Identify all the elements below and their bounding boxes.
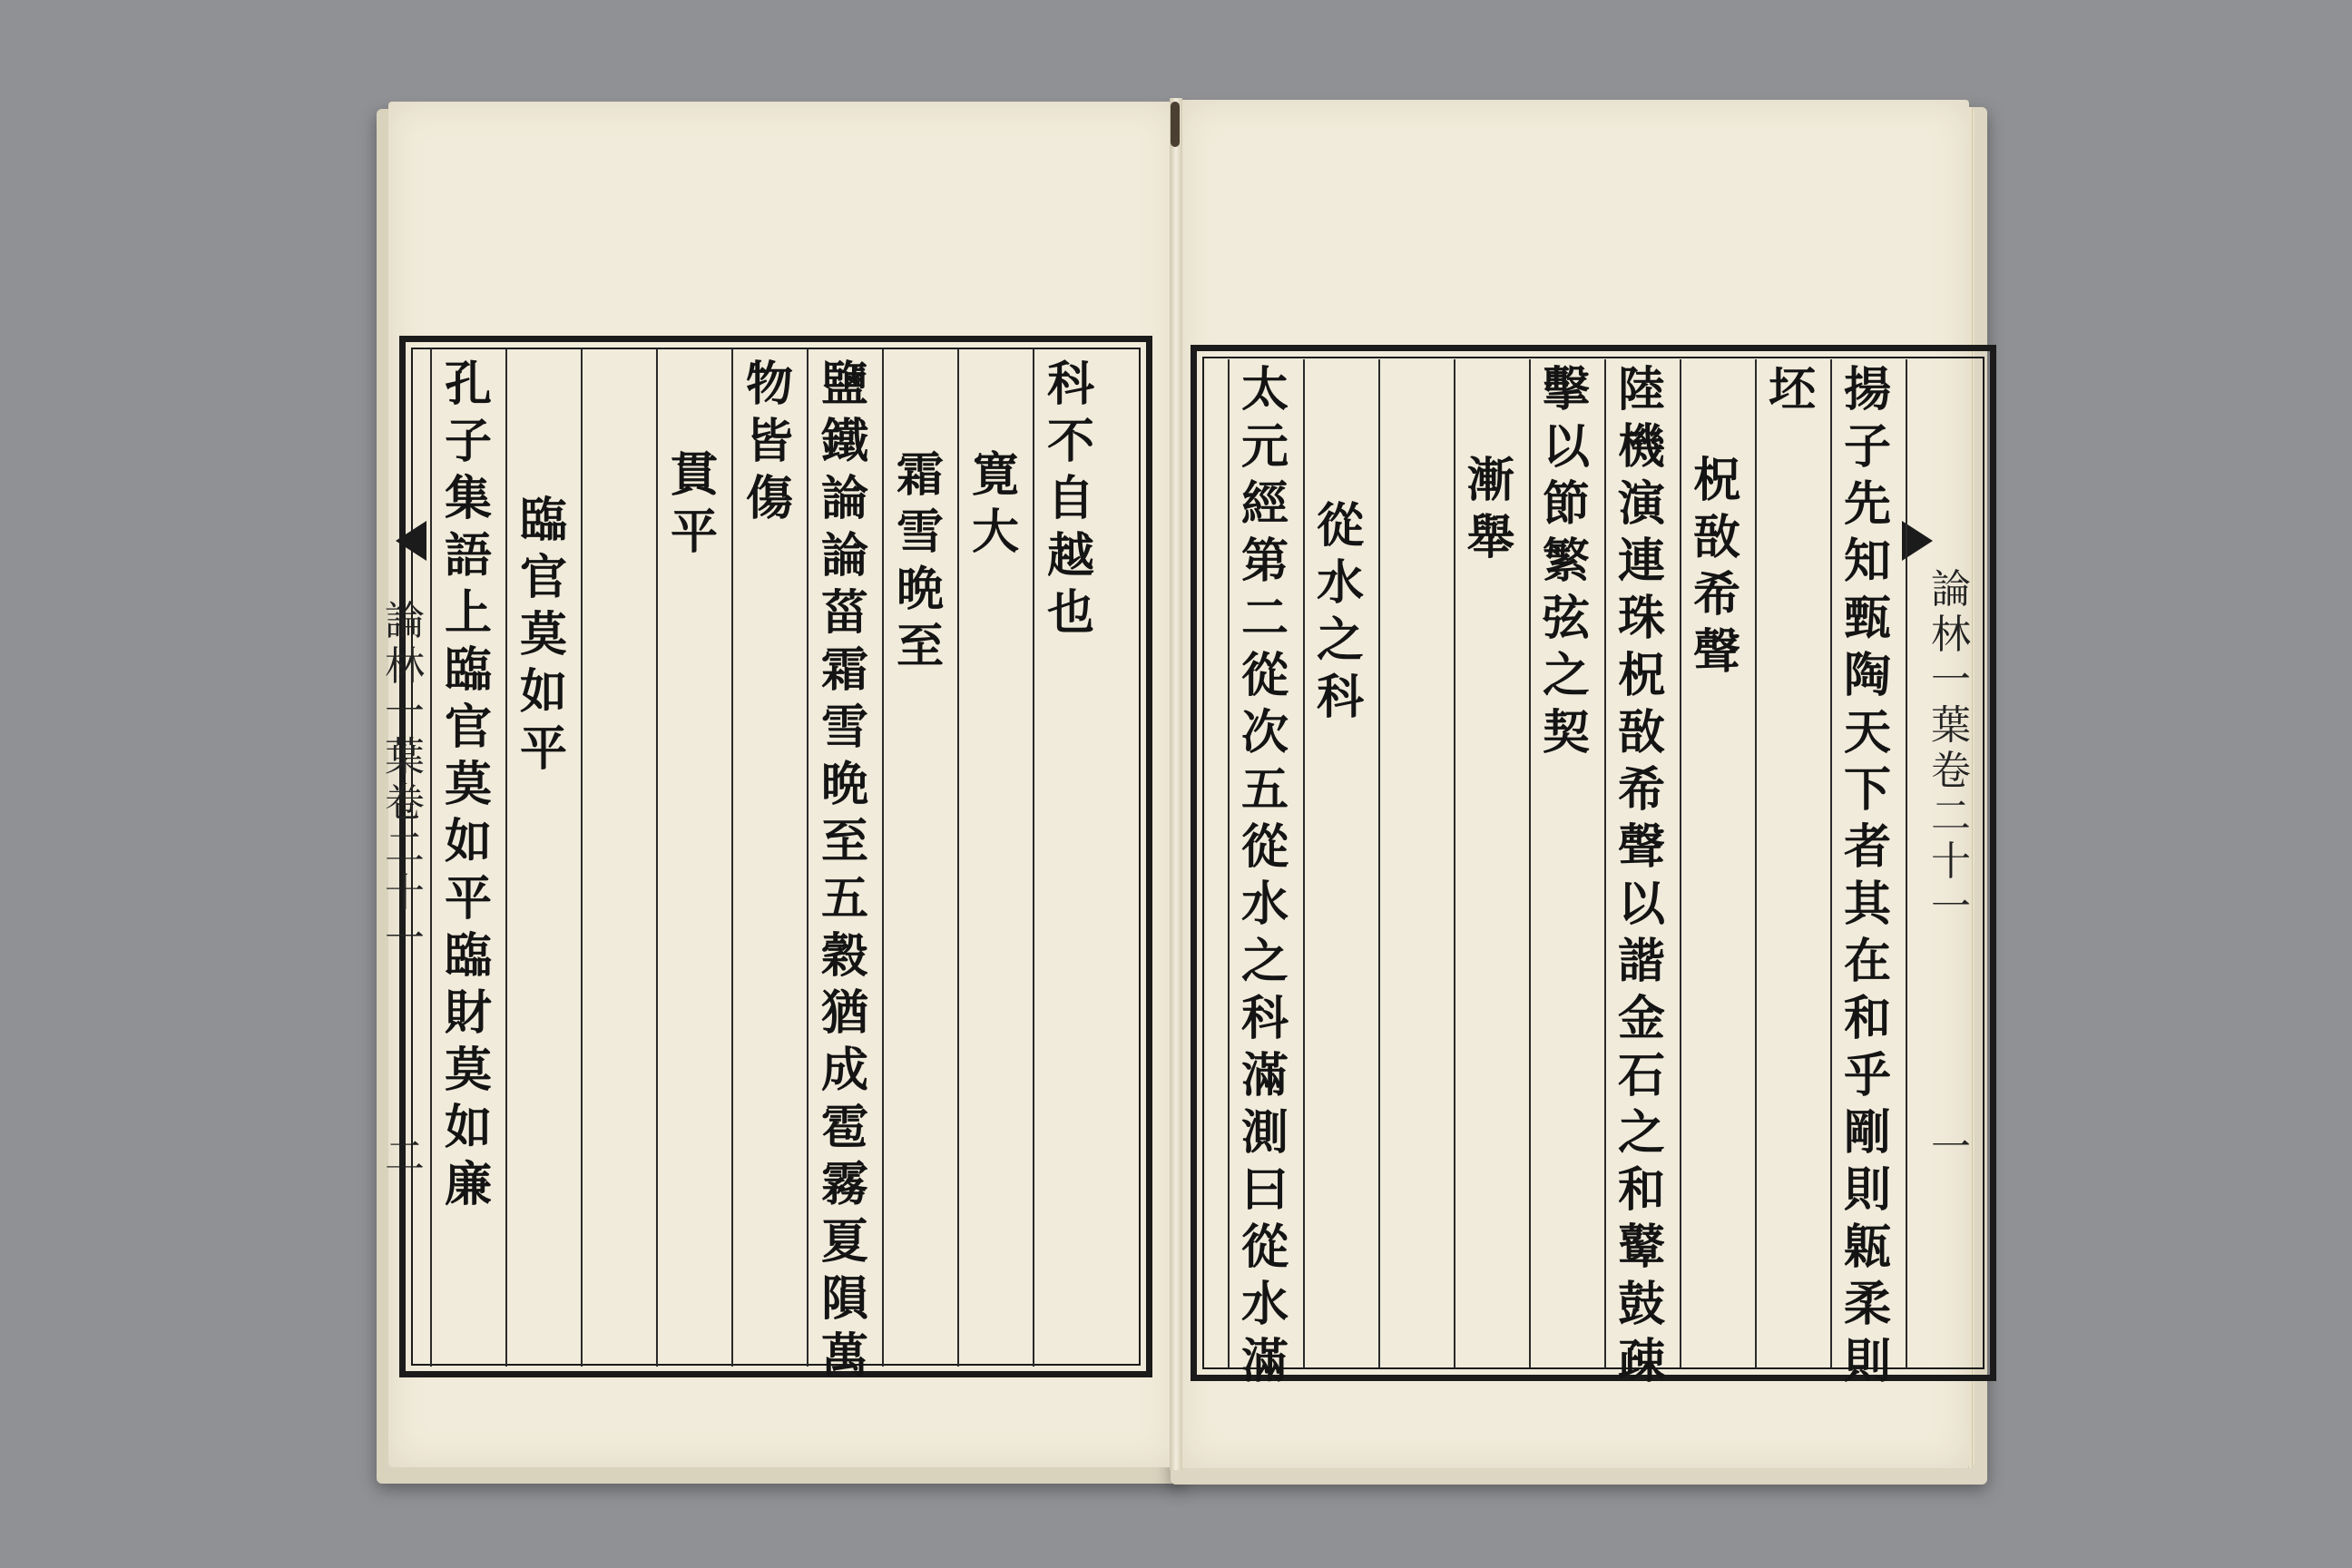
right-column: [1464, 452, 1518, 566]
right-column-char: 擊: [1542, 362, 1590, 417]
right-column-char: 甈: [1843, 1220, 1891, 1275]
right-column-char: 演: [1617, 476, 1665, 532]
left-column-char: 皆: [745, 414, 793, 469]
left-column-char: 夏: [820, 1214, 868, 1269]
column-rule: [1604, 359, 1606, 1368]
left-column-char: 晩: [820, 757, 868, 812]
left-column-char: 論: [820, 528, 868, 583]
left-column: [742, 356, 797, 527]
column-rule: [1529, 359, 1531, 1368]
left-column-char: 財: [444, 985, 492, 1041]
right-column-char: 鼓: [1617, 1277, 1665, 1332]
right-column-char: 天: [1843, 705, 1891, 760]
right-banxin: [1931, 567, 1971, 930]
right-column-char: 敔: [1617, 705, 1665, 760]
column-rule: [1228, 359, 1230, 1368]
column-rule: [807, 348, 808, 1367]
left-column-char: 穀: [820, 928, 868, 984]
right-column-char: 剛: [1843, 1105, 1891, 1161]
left-folio-char: 二: [385, 1133, 425, 1180]
left-column-char: 平: [670, 505, 718, 560]
left-column-char: 子: [444, 414, 492, 469]
left-banxin-char: 一: [385, 916, 425, 962]
right-column-char: 知: [1843, 534, 1891, 589]
left-column: [516, 492, 571, 778]
right-column-char: 水: [1240, 1277, 1289, 1332]
right-column-char: 節: [1542, 476, 1590, 532]
left-column-char: 不: [1046, 414, 1094, 469]
right-column-char: 希: [1692, 567, 1740, 622]
right-column-char: 疎: [1617, 1334, 1665, 1389]
right-column-char: 之: [1617, 1105, 1665, 1161]
left-banxin-char: 十: [385, 870, 425, 916]
left-column-char: 菑: [820, 585, 868, 641]
column-rule: [505, 348, 507, 1367]
right-column-char: 坯: [1768, 362, 1816, 417]
left-column: [968, 446, 1023, 561]
left-column-char: 隕: [820, 1271, 868, 1327]
left-column-char: 雹: [820, 1100, 868, 1155]
left-column-char: 傷: [745, 471, 793, 526]
right-column-char: 金: [1617, 991, 1665, 1046]
left-column-char: 臨: [444, 928, 492, 984]
left-column-char: 廉: [444, 1157, 492, 1212]
right-column-char: 次: [1240, 705, 1289, 760]
column-rule: [1378, 359, 1380, 1368]
left-column-char: 雪: [820, 700, 868, 755]
right-column-char: 陸: [1617, 362, 1665, 417]
left-column-char: 猶: [820, 985, 868, 1041]
left-banxin-char: 二: [385, 825, 425, 871]
column-rule: [731, 348, 733, 1367]
right-banxin-char: 二: [1931, 793, 1971, 839]
right-column-char: 柷: [1692, 453, 1740, 508]
right-column-char: 下: [1843, 762, 1891, 818]
right-column-char: 之: [1240, 934, 1289, 989]
right-column-char: 其: [1843, 877, 1891, 932]
left-column: [667, 446, 721, 561]
left-column-char: 至: [820, 814, 868, 869]
right-column-char: 和: [1843, 991, 1891, 1046]
right-column-char: 和: [1617, 1162, 1665, 1218]
right-column-char: 二: [1240, 591, 1289, 646]
right-column-char: 柔: [1843, 1277, 1891, 1332]
right-banxin-char: 林: [1931, 612, 1971, 658]
right-banxin-char: 一: [1931, 884, 1971, 930]
left-column-char: 孔: [444, 357, 492, 412]
left-column-char: 莫: [444, 757, 492, 812]
left-column-char: 臨: [444, 642, 492, 698]
left-column-char: 如: [519, 664, 567, 720]
right-column-char: 鼙: [1617, 1220, 1665, 1275]
left-banxin-char: 林: [385, 643, 425, 690]
left-column-char: 集: [444, 471, 492, 526]
right-column-char: 以: [1542, 419, 1590, 475]
left-column-char: 平: [519, 721, 567, 777]
right-column: [1238, 361, 1292, 1390]
right-column-char: 舉: [1466, 510, 1514, 565]
right-column-char: 測: [1240, 1105, 1289, 1161]
spine: [1170, 98, 1182, 1470]
left-banxin: [385, 599, 425, 962]
right-folio-char: 一: [1931, 1124, 1971, 1171]
left-column-char: 平: [444, 871, 492, 926]
right-column-char: 五: [1240, 762, 1289, 818]
right-banxin-char: 葉: [1931, 702, 1971, 749]
right-column-char: 陶: [1843, 648, 1891, 703]
column-rule: [1830, 359, 1832, 1368]
right-column-char: 經: [1240, 476, 1289, 532]
right-column-char: 從: [1240, 648, 1289, 703]
left-folio: [385, 1134, 425, 1180]
left-column-char: 如: [444, 1100, 492, 1155]
left-banxin-char: 論: [385, 598, 425, 644]
left-column-char: 晩: [896, 562, 944, 617]
right-column-char: 敔: [1692, 510, 1740, 565]
right-column-char: 從: [1316, 498, 1364, 554]
left-column-char: 五: [820, 871, 868, 926]
column-rule: [957, 348, 959, 1367]
left-column-char: 也: [1046, 585, 1094, 641]
right-column-char: 之: [1542, 648, 1590, 703]
right-column-char: 科: [1240, 991, 1289, 1046]
right-column-char: 以: [1617, 877, 1665, 932]
right-column-char: 曰: [1240, 1162, 1289, 1218]
right-folio: [1931, 1125, 1971, 1171]
right-column-char: 則: [1843, 1334, 1891, 1389]
right-banxin-char: 論: [1931, 566, 1971, 612]
left-column-char: 大: [971, 505, 1019, 560]
right-banxin-char: 一: [1931, 657, 1971, 703]
left-column-char: 雪: [896, 505, 944, 560]
right-column-char: 之: [1316, 612, 1364, 668]
right-column: [1614, 361, 1669, 1390]
column-rule: [1680, 359, 1681, 1368]
column-rule: [430, 348, 432, 1367]
left-column-char: 官: [444, 700, 492, 755]
column-rule: [1033, 348, 1034, 1367]
left-fishtail: [396, 521, 426, 561]
binding-thread: [1171, 102, 1180, 147]
right-column-char: 滿: [1240, 1334, 1289, 1389]
left-column-char: 霜: [896, 447, 944, 503]
left-column-char: 成: [820, 1043, 868, 1098]
right-column-char: 從: [1240, 819, 1289, 875]
column-rule: [882, 348, 884, 1367]
column-rule: [656, 348, 658, 1367]
right-column-char: 柷: [1617, 648, 1665, 703]
right-column-char: 連: [1617, 534, 1665, 589]
left-column: [818, 356, 872, 1385]
left-column-char: 鐵: [820, 414, 868, 469]
right-column-char: 者: [1843, 819, 1891, 875]
left-column: [893, 446, 947, 675]
left-banxin-char: 葉: [385, 734, 425, 780]
right-column-char: 元: [1240, 419, 1289, 475]
right-column-char: 滿: [1240, 1048, 1289, 1103]
right-column-char: 契: [1542, 705, 1590, 760]
column-rule: [1454, 359, 1455, 1368]
left-column-char: 臨: [519, 493, 567, 548]
right-column-char: 繁: [1542, 534, 1590, 589]
left-column: [1044, 356, 1098, 642]
column-rule: [1906, 359, 1907, 1368]
left-column-char: 物: [745, 357, 793, 412]
left-column-char: 貫: [670, 447, 718, 503]
left-banxin-char: 一: [385, 689, 425, 735]
left-column-char: 寛: [971, 447, 1019, 503]
left-column-char: 萬: [820, 1328, 868, 1384]
left-column: [441, 356, 495, 1213]
right-column-char: 甄: [1843, 591, 1891, 646]
right-column-char: 珠: [1617, 591, 1665, 646]
right-column-char: 弦: [1542, 591, 1590, 646]
right-column-char: 水: [1240, 877, 1289, 932]
right-column-char: 諧: [1617, 934, 1665, 989]
right-column-char: 漸: [1466, 453, 1514, 508]
right-column: [1840, 361, 1895, 1390]
left-column-char: 上: [444, 585, 492, 641]
right-column-char: 機: [1617, 419, 1665, 475]
right-column-char: 聲: [1692, 624, 1740, 680]
left-column-char: 鹽: [820, 357, 868, 412]
right-column-char: 則: [1843, 1162, 1891, 1218]
right-column: [1765, 361, 1819, 418]
right-column-char: 從: [1240, 1220, 1289, 1275]
left-column-char: 霧: [820, 1157, 868, 1212]
right-column-char: 石: [1617, 1048, 1665, 1103]
right-column-char: 科: [1316, 670, 1364, 725]
right-column: [1690, 452, 1744, 681]
right-column: [1313, 497, 1367, 726]
left-column-char: 語: [444, 528, 492, 583]
right-banxin-char: 十: [1931, 838, 1971, 885]
right-column-char: 第: [1240, 534, 1289, 589]
left-column-char: 科: [1046, 357, 1094, 412]
left-column-char: 越: [1046, 528, 1094, 583]
column-rule: [1303, 359, 1305, 1368]
left-column-char: 官: [519, 550, 567, 605]
right-column-char: 先: [1843, 476, 1891, 532]
left-column-char: 霜: [820, 642, 868, 698]
column-rule: [1755, 359, 1757, 1368]
right-column: [1539, 361, 1593, 761]
right-column-char: 希: [1617, 762, 1665, 818]
right-column-char: 乎: [1843, 1048, 1891, 1103]
left-column-char: 莫: [444, 1043, 492, 1098]
left-column-char: 自: [1046, 471, 1094, 526]
right-column-char: 太: [1240, 362, 1289, 417]
left-column-char: 如: [444, 814, 492, 869]
right-column-char: 在: [1843, 934, 1891, 989]
right-column-char: 聲: [1617, 819, 1665, 875]
left-banxin-char: 卷: [385, 779, 425, 826]
left-column-char: 莫: [519, 607, 567, 662]
left-column-char: 至: [896, 619, 944, 674]
right-column-char: 揚: [1843, 362, 1891, 417]
right-column-char: 子: [1843, 419, 1891, 475]
column-rule: [581, 348, 583, 1367]
left-column-char: 論: [820, 471, 868, 526]
right-banxin-char: 卷: [1931, 748, 1971, 794]
right-column-char: 水: [1316, 555, 1364, 611]
